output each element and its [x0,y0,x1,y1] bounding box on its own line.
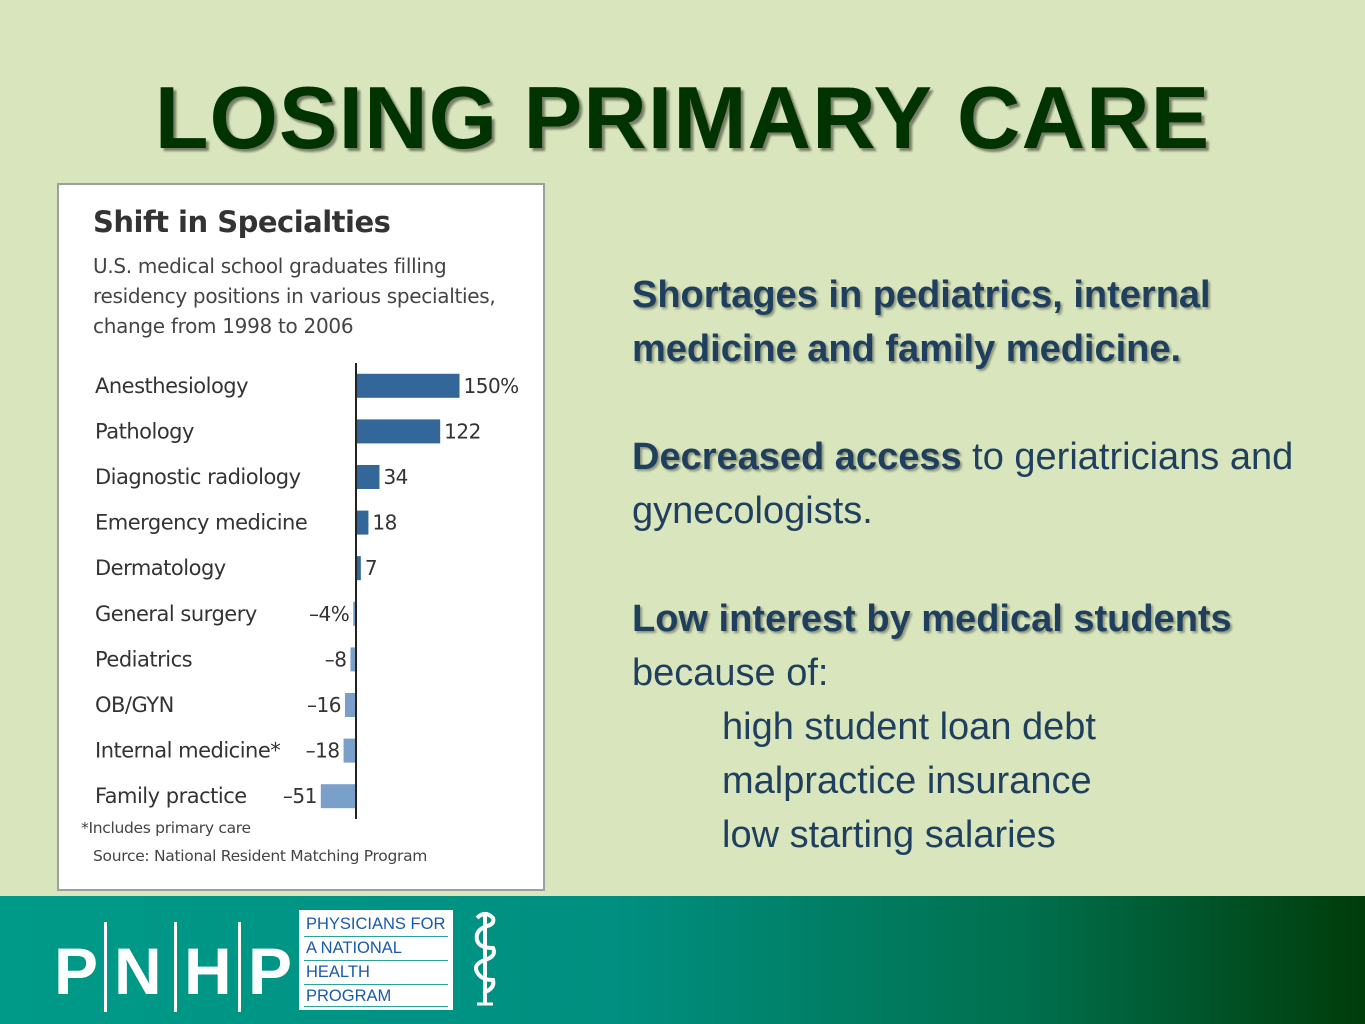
category-label: General surgery [95,601,257,626]
paragraph-shortages [632,268,1332,376]
category-label: Pediatrics [95,647,193,672]
logo-rule [304,1006,448,1007]
paragraph-interest [632,592,1332,700]
bullet-text [632,268,1332,862]
value-label: –18 [305,738,340,763]
logo-letter: N [114,934,162,1008]
caduceus-icon [465,908,505,1008]
category-label: Family practice [95,784,247,809]
category-label: Anesthesiology [95,373,249,398]
chart-footnote: *Includes primary care [81,819,251,837]
chart-bar [321,784,356,808]
logo-letter: H [184,934,232,1008]
chart-source: Source: National Resident Matching Program [93,847,428,865]
logo-text-box [299,910,453,1010]
value-label: 122 [444,419,481,444]
logo-rule [304,984,448,985]
logo-divider [104,922,107,1012]
chart-bar [345,693,356,717]
chart-bar [356,465,379,489]
value-label: 7 [364,556,378,581]
paragraph-interest-rest: because of: [632,652,829,694]
category-label: Diagnostic radiology [95,465,301,489]
logo-rule [304,936,448,937]
category-label: Dermatology [95,556,226,581]
reason-item: malpractice insurance [722,760,1092,802]
logo-letter: P [54,934,99,1008]
chart-bar [356,511,368,535]
footer-bar [0,896,1365,1024]
slide-title: LOSING PRIMARY CARE [154,68,1211,167]
paragraph-access-rest: to geriatricians and gynecologists. [632,436,1294,532]
value-label: –4% [309,601,350,626]
value-label: –8 [324,647,347,672]
paragraph-shortages-bold: Shortages in pediatrics, internal medicine and family medicine. [632,274,1211,370]
logo-text-line: PROGRAM [306,987,392,1005]
value-label: –16 [307,693,341,717]
reason-item: high student loan debt [722,706,1096,748]
chart-bar [356,374,460,398]
category-label: OB/GYN [95,693,174,717]
paragraph-access-bold: Decreased access [632,436,962,478]
chart-bar [356,419,440,443]
logo-text-line: PHYSICIANS FOR [306,915,446,933]
paragraph-interest-bold: Low interest by medical students [632,598,1232,640]
logo-text-line: A NATIONAL [306,939,402,957]
category-label: Pathology [95,419,194,444]
value-label: 18 [372,510,397,535]
logo-divider [238,922,241,1012]
logo-letter: P [248,934,293,1008]
value-label: 150% [463,373,519,398]
chart-subtitle: U.S. medical school graduates filling residency positions in various specialties, change from 1998 to 2006 [93,254,496,338]
logo-divider [174,922,177,1012]
bar-chart [59,185,547,893]
logo-text-line: HEALTH [306,963,370,981]
reason-item: low starting salaries [722,814,1056,856]
value-label: –51 [282,784,317,809]
chart-panel [57,183,545,891]
logo-rule [304,960,448,961]
value-label: 34 [383,465,408,489]
paragraph-access [632,430,1332,538]
chart-bar [344,739,356,763]
chart-title: Shift in Specialties [93,205,391,239]
category-label: Internal medicine* [95,738,281,763]
category-label: Emergency medicine [95,510,308,535]
